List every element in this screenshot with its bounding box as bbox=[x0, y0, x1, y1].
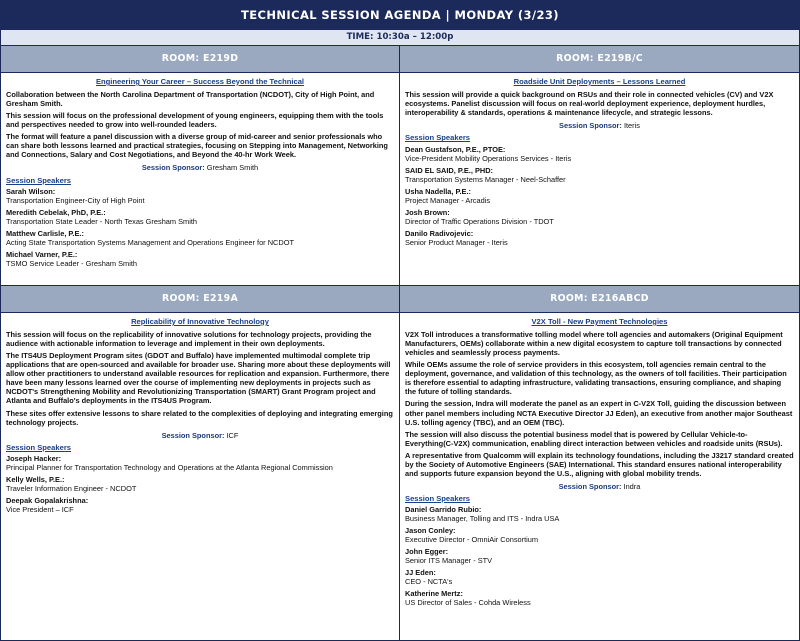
speaker-name: Deepak Gopalakrishna: bbox=[6, 495, 89, 505]
speaker-name: Kelly Wells, P.E.: bbox=[6, 474, 65, 484]
speaker-entry bbox=[405, 229, 794, 247]
sponsor-name: ICF bbox=[226, 430, 239, 440]
session-title: V2X Toll - New Payment Technologies bbox=[531, 317, 668, 326]
speaker-entry bbox=[405, 505, 794, 523]
speaker-entry bbox=[6, 187, 394, 205]
session-body bbox=[400, 73, 799, 247]
speaker-role: Traveler Information Engineer - NCDOT bbox=[6, 483, 137, 493]
speaker-name: Usha Nadella, P.E.: bbox=[405, 186, 471, 196]
session-title: Engineering Your Career – Success Beyond the Technical bbox=[95, 77, 305, 86]
session-body bbox=[1, 313, 399, 514]
session-panel bbox=[1, 286, 400, 640]
session-panel bbox=[400, 286, 799, 640]
speaker-entry bbox=[405, 145, 794, 163]
session-panel bbox=[1, 46, 400, 286]
speaker-name: Danilo Radivojevic: bbox=[405, 228, 474, 238]
session-description: These sites offer extensive lessons to share related to the complexities of deploying and integrating emerging technology projects. bbox=[6, 408, 393, 427]
speaker-entry bbox=[405, 547, 794, 565]
speaker-role: Executive Director - OmniAir Consortium bbox=[405, 535, 539, 545]
speaker-entry bbox=[6, 229, 394, 247]
speakers-heading: Session Speakers bbox=[405, 493, 471, 503]
speaker-role: Senior ITS Manager - STV bbox=[405, 556, 493, 566]
speaker-name: John Egger: bbox=[405, 547, 449, 557]
session-description: This session will focus on the professional development of young engineers, equipping them with the tools and perspectives needed to grow into well-rounded leaders. bbox=[6, 111, 384, 130]
speaker-name: Sarah Wilson: bbox=[6, 186, 56, 196]
session-title: Replicability of Innovative Technology bbox=[131, 317, 269, 326]
session-body bbox=[1, 73, 399, 268]
speaker-role: Transportation State Leader - North Texas Gresham Smith bbox=[6, 216, 198, 226]
speaker-role: Vice President – ICF bbox=[6, 505, 74, 514]
room-header: ROOM: E219A bbox=[1, 286, 399, 313]
session-sponsor bbox=[405, 121, 794, 130]
speaker-entry bbox=[6, 475, 394, 493]
session-description: During the session, Indra will moderate the panel as an expert in C-V2X Toll, guiding the discussion between other panel members including NCTA Executive Director JJ Eden), an executive from another major Southeast U.S. tolling agency (TBC), and an OEM (TBC). bbox=[405, 399, 793, 427]
speaker-role: Principal Planner for Transportation Technology and Operations at the Atlanta Regional Commission bbox=[6, 462, 333, 472]
speaker-name: SAID EL SAID, P.E., PHD: bbox=[405, 165, 494, 175]
speaker-entry bbox=[405, 166, 794, 184]
session-title: Roadside Unit Deployments – Lessons Learned bbox=[513, 77, 686, 86]
session-panel bbox=[400, 46, 799, 286]
speaker-name: Katherine Mertz: bbox=[405, 589, 463, 599]
room-header: ROOM: E216ABCD bbox=[400, 286, 799, 313]
speaker-entry bbox=[6, 454, 394, 472]
speaker-entry bbox=[405, 208, 794, 226]
speaker-role: Project Manager - Arcadis bbox=[405, 195, 491, 205]
speaker-role: Acting State Transportation Systems Management and Operations Engineer for NCDOT bbox=[6, 237, 294, 247]
speaker-name: Josh Brown: bbox=[405, 207, 450, 217]
speaker-entry bbox=[6, 496, 394, 514]
session-description: V2X Toll introduces a transformative tolling model where toll agencies and automakers (Original Equipment Manufacturers, OEMs) collaborate within a new digital ecosystem to capture toll transactions by connected vehicles and seamlessly process payments. bbox=[405, 330, 783, 358]
session-description: The ITS4US Deployment Program sites (GDOT and Buffalo) have implemented multimodal complete trip applications that are open-sourced and available for broader use. Sharing more about these deployments will allow other practitioners to understand available resources for replication and expansion. Furthermore, there have been many lessons learned over the course of implementing new deployments in projects such as NCDOT's Strengthening Mobility and Revolutionizing Transportation (SMART) Grant Program project and Atlanta and Buffalo's deployments in the ITS4US Program. bbox=[6, 351, 391, 406]
room-header: ROOM: E219B/C bbox=[400, 46, 799, 73]
speaker-role: Transportation Engineer-City of High Point bbox=[6, 195, 145, 205]
speaker-name: Daniel Garrido Rubio: bbox=[405, 505, 482, 514]
speaker-role: Senior Product Manager - Iteris bbox=[405, 237, 508, 247]
speaker-entry bbox=[405, 568, 794, 586]
sessions-grid bbox=[1, 46, 799, 640]
speakers-heading: Session Speakers bbox=[6, 442, 72, 452]
speaker-name: Jason Conley: bbox=[405, 526, 456, 536]
sponsor-label: Session Sponsor: bbox=[161, 430, 225, 440]
speaker-role: US Director of Sales - Cohda Wireless bbox=[405, 598, 531, 608]
sponsor-label: Session Sponsor: bbox=[141, 163, 205, 173]
sponsor-name: Iteris bbox=[623, 121, 640, 131]
time-slot: TIME: 10:30a – 12:00p bbox=[1, 30, 799, 46]
speaker-entry bbox=[405, 187, 794, 205]
speakers-heading: Session Speakers bbox=[405, 133, 471, 143]
session-description: This session will provide a quick background on RSUs and their role in connected vehicles (CV) and V2X ecosystems. Panelist discussion will focus on real-world deployment experience, deployment hurdles, interoperability & standards, operations & maintenance lifecycle, and strategic lessons. bbox=[405, 90, 774, 118]
session-description: The format will feature a panel discussion with a diverse group of mid-career and senior professionals who can share both lessons learned and practical strategies, focusing on Stepping into Management, Networking and Connections, Salary and Cost Negotiations, and Beyond the 40-hr Work Week. bbox=[6, 132, 388, 160]
speaker-entry bbox=[405, 526, 794, 544]
speaker-entry bbox=[405, 589, 794, 607]
sponsor-label: Session Sponsor: bbox=[558, 481, 622, 491]
sponsor-label: Session Sponsor: bbox=[559, 121, 622, 131]
speaker-role: TSMO Service Leader - Gresham Smith bbox=[6, 258, 138, 268]
speakers-heading: Session Speakers bbox=[6, 175, 72, 185]
speaker-entry bbox=[6, 208, 394, 226]
speaker-role: CEO - NCTA's bbox=[405, 577, 453, 587]
speaker-name: Meredith Cebelak, PhD, P.E.: bbox=[6, 207, 106, 217]
session-description: While OEMs assume the role of service providers in this ecosystem, toll agencies remain central to the deployment, governance, and validation of this technology, as the owners of toll facilities. Their participation is therefore essential to adapting infrastructure, validating transactions, ensuring compliance, and shaping the future of tolling standards. bbox=[405, 360, 787, 397]
room-header: ROOM: E219D bbox=[1, 46, 399, 73]
session-description: A representative from Qualcomm will explain its technology foundations, including the J3217 standard created by the Society of Automotive Engineers (SAE) International. This standard ensures national interoperability and supports future expansion beyond the U.S., aligning with global mobility trends. bbox=[405, 450, 794, 478]
speaker-name: Michael Varner, P.E.: bbox=[6, 249, 78, 259]
sponsor-name: Indra bbox=[623, 481, 641, 491]
sponsor-name: Gresham Smith bbox=[206, 163, 259, 173]
session-sponsor bbox=[6, 431, 394, 440]
speaker-role: Business Manager, Tolling and ITS - Indra USA bbox=[405, 514, 560, 524]
session-body bbox=[400, 313, 799, 607]
session-description: The session will also discuss the potential business model that is powered by Cellular Vehicle-to-Everything(C-V2X) communication, enabling direct interaction between vehicles and roadside units (RSUs). bbox=[405, 429, 783, 448]
session-description: This session will focus on the replicability of innovative solutions for technology projects, providing the audience with actionable information to leverage and implement in their own deployments. bbox=[6, 330, 372, 349]
speaker-role: Vice-President Mobility Operations Services - Iteris bbox=[405, 153, 572, 163]
speaker-name: JJ Eden: bbox=[405, 568, 436, 578]
speaker-name: Dean Gustafson, P.E., PTOE: bbox=[405, 144, 506, 154]
session-sponsor bbox=[6, 163, 394, 172]
speaker-name: Joseph Hacker: bbox=[6, 453, 62, 463]
session-sponsor bbox=[405, 482, 794, 491]
speaker-role: Transportation Systems Manager - Neel-Schaffer bbox=[405, 174, 566, 184]
speaker-entry bbox=[6, 250, 394, 268]
agenda-title: TECHNICAL SESSION AGENDA | MONDAY (3/23) bbox=[1, 1, 799, 30]
speaker-name: Matthew Carlisle, P.E.: bbox=[6, 228, 84, 238]
session-description: Collaboration between the North Carolina Department of Transportation (NCDOT), City of High Point, and Gresham Smith. bbox=[6, 90, 375, 109]
speaker-role: Director of Traffic Operations Division - TDOT bbox=[405, 216, 554, 226]
